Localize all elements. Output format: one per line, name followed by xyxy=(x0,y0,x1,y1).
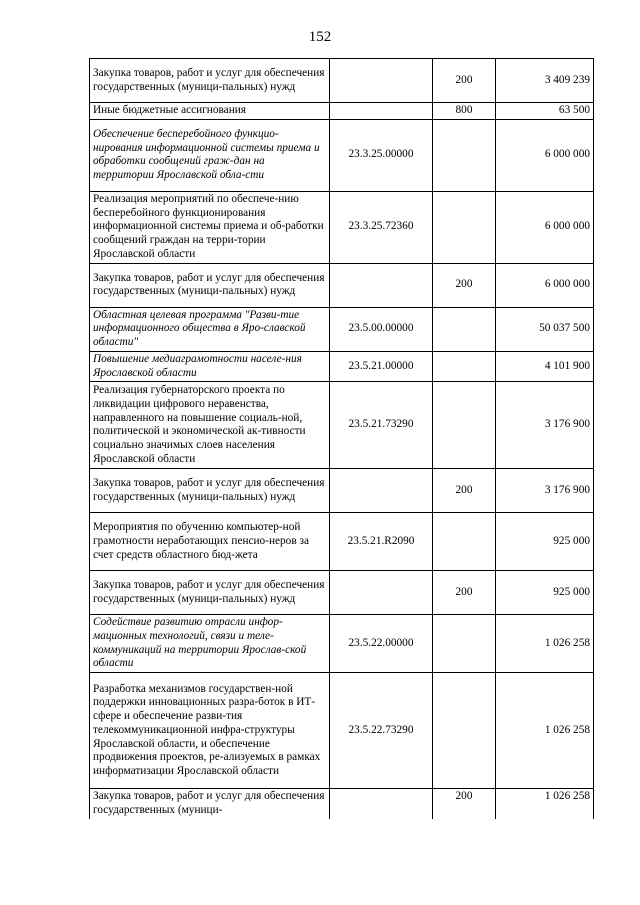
table-row xyxy=(90,513,594,571)
item-name-cell: Реализация губернаторского проекта по ликвидации цифрового неравенства, направленного на повышение социаль-ной, политической и экономической ак-тивности социально значимых слоев населения Ярославской области xyxy=(90,382,330,469)
item-name-cell: Иные бюджетные ассигнования xyxy=(90,103,330,120)
target-code-cell xyxy=(330,469,433,513)
table-row xyxy=(90,191,594,263)
amount-cell: 3 176 900 xyxy=(496,469,594,513)
item-name-cell: Мероприятия по обучению компьютер-ной грамотности неработающих пенсио-неров за счет средств областного бюд-жета xyxy=(90,513,330,571)
amount-cell: 925 000 xyxy=(496,571,594,615)
expense-type-cell: 200 xyxy=(433,789,496,819)
amount-cell: 1 026 258 xyxy=(496,673,594,789)
amount-cell: 6 000 000 xyxy=(496,263,594,307)
amount-cell: 1 026 258 xyxy=(496,789,594,819)
item-name-cell: Закупка товаров, работ и услуг для обеспечения государственных (муници-пальных) нужд xyxy=(90,59,330,103)
target-code-cell: 23.3.25.72360 xyxy=(330,191,433,263)
expense-type-cell xyxy=(433,673,496,789)
amount-cell: 3 409 239 xyxy=(496,59,594,103)
item-name-cell: Закупка товаров, работ и услуг для обеспечения государственных (муници- xyxy=(90,789,330,819)
target-code-cell: 23.5.22.00000 xyxy=(330,615,433,673)
target-code-cell xyxy=(330,263,433,307)
item-name-cell: Закупка товаров, работ и услуг для обеспечения государственных (муници-пальных) нужд xyxy=(90,469,330,513)
target-code-cell: 23.5.22.73290 xyxy=(330,673,433,789)
expense-type-cell xyxy=(433,615,496,673)
amount-cell: 3 176 900 xyxy=(496,382,594,469)
budget-table-body xyxy=(90,59,594,819)
target-code-cell: 23.5.00.00000 xyxy=(330,307,433,351)
target-code-cell xyxy=(330,789,433,819)
expense-type-cell: 200 xyxy=(433,59,496,103)
target-code-cell: 23.5.21.73290 xyxy=(330,382,433,469)
expense-type-cell: 200 xyxy=(433,571,496,615)
expense-type-cell xyxy=(433,119,496,191)
expense-type-cell xyxy=(433,513,496,571)
amount-cell: 6 000 000 xyxy=(496,119,594,191)
table-row xyxy=(90,673,594,789)
table-row xyxy=(90,59,594,103)
table-row xyxy=(90,307,594,351)
table-row xyxy=(90,119,594,191)
table-row xyxy=(90,263,594,307)
expense-type-cell xyxy=(433,307,496,351)
item-name-cell: Закупка товаров, работ и услуг для обеспечения государственных (муници-пальных) нужд xyxy=(90,263,330,307)
item-name-cell: Повышение медиаграмотности населе-ния Ярославской области xyxy=(90,351,330,381)
item-name-cell: Реализация мероприятий по обеспече-нию бесперебойного функционирования информационной системы приема и об-работки сообщений граждан на терри-тории Ярославской области xyxy=(90,191,330,263)
expense-type-cell xyxy=(433,351,496,381)
target-code-cell xyxy=(330,59,433,103)
item-name-cell: Обеспечение бесперебойного функцио-нирования информационной системы приема и обработки сообщений граж-дан на территории Ярославской обла-сти xyxy=(90,119,330,191)
amount-cell: 63 500 xyxy=(496,103,594,120)
table-row xyxy=(90,469,594,513)
item-name-cell: Содействие развитию отрасли инфор-мационных технологий, связи и теле-коммуникаций на территории Ярослав-ской области xyxy=(90,615,330,673)
page-number: 152 xyxy=(308,29,332,45)
target-code-cell: 23.3.25.00000 xyxy=(330,119,433,191)
expense-type-cell: 800 xyxy=(433,103,496,120)
expense-type-cell: 200 xyxy=(433,263,496,307)
target-code-cell: 23.5.21.00000 xyxy=(330,351,433,381)
expense-type-cell xyxy=(433,382,496,469)
amount-cell: 50 037 500 xyxy=(496,307,594,351)
target-code-cell xyxy=(330,571,433,615)
target-code-cell xyxy=(330,103,433,120)
amount-cell: 4 101 900 xyxy=(496,351,594,381)
table-row xyxy=(90,103,594,120)
table-row xyxy=(90,571,594,615)
amount-cell: 925 000 xyxy=(496,513,594,571)
item-name-cell: Закупка товаров, работ и услуг для обеспечения государственных (муници-пальных) нужд xyxy=(90,571,330,615)
amount-cell: 6 000 000 xyxy=(496,191,594,263)
amount-cell: 1 026 258 xyxy=(496,615,594,673)
budget-table xyxy=(89,58,594,819)
table-row xyxy=(90,615,594,673)
table-row xyxy=(90,351,594,381)
table-row xyxy=(90,382,594,469)
expense-type-cell: 200 xyxy=(433,469,496,513)
expense-type-cell xyxy=(433,191,496,263)
target-code-cell: 23.5.21.R2090 xyxy=(330,513,433,571)
table-row xyxy=(90,789,594,819)
item-name-cell: Разработка механизмов государствен-ной поддержки инновационных разра-боток в ИТ-сфере и обеспечение разви-тия телекоммуникационной инфра-структуры Ярославской области, и обеспечение продвижения проектов, ре-ализуемых в рамках информатизации Ярославской области xyxy=(90,673,330,789)
item-name-cell: Областная целевая программа "Разви-тие информационного общества в Яро-славской области" xyxy=(90,307,330,351)
